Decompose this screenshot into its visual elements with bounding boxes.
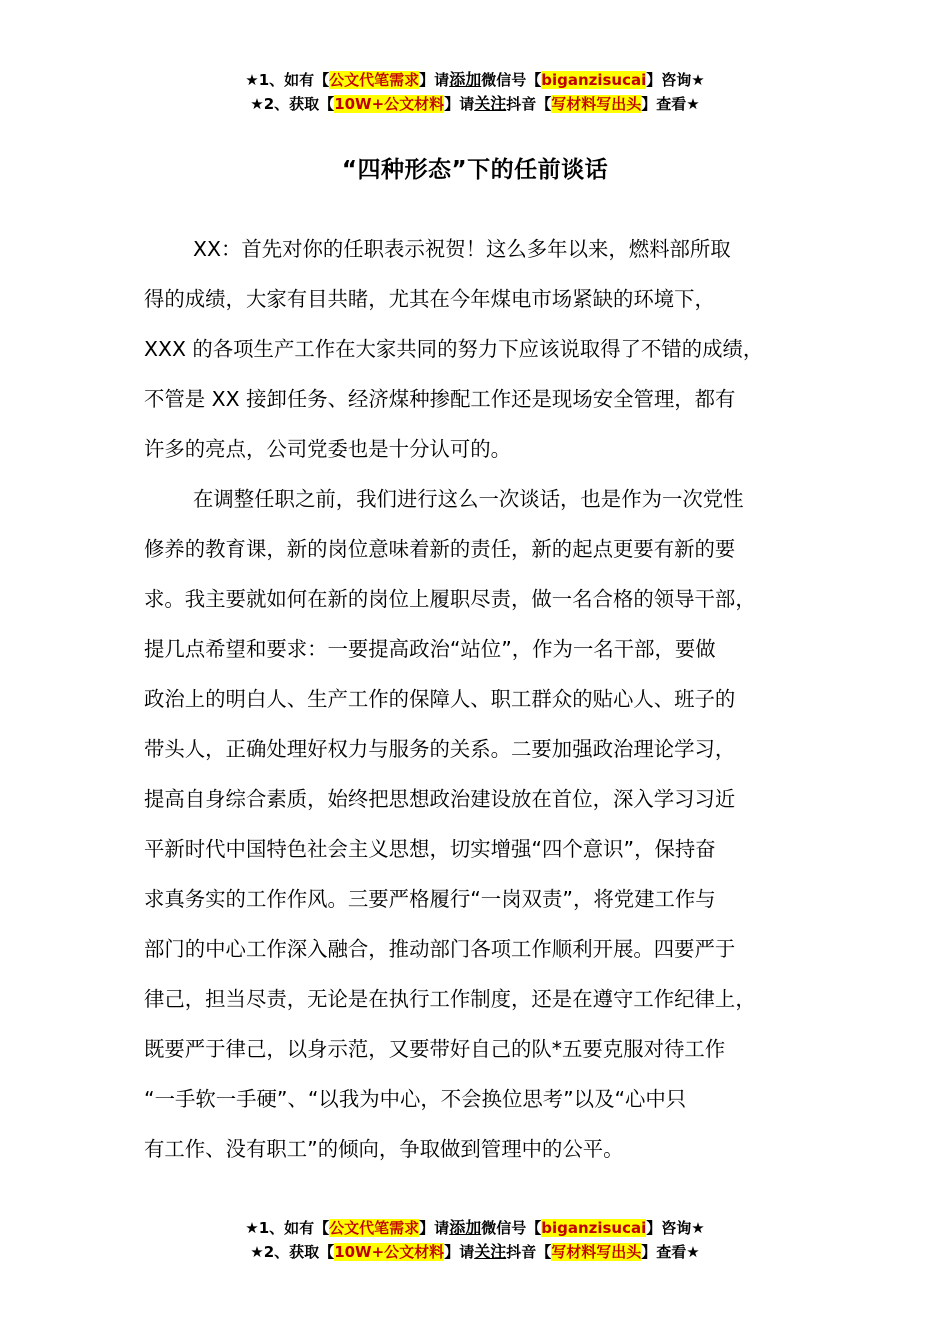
douyin-account-highlight: 写材料写出头 bbox=[551, 1243, 642, 1261]
promo-highlight: 10W+公文材料 bbox=[334, 95, 445, 113]
promo-text: 】请 bbox=[444, 95, 475, 113]
promo-text: 】请 bbox=[444, 1243, 475, 1261]
promo-text: 微信号【 bbox=[481, 71, 542, 89]
text-line: 提几点希望和要求：一要提高政治“站位”，作为一名干部，要做 bbox=[144, 637, 716, 661]
promo-highlight: 10W+公文材料 bbox=[334, 1243, 445, 1261]
text-line: 有工作、没有职工”的倾向，争取做到管理中的公平。 bbox=[144, 1137, 624, 1161]
text-line: 部门的中心工作深入融合，推动部门各项工作顺利开展。四要严于 bbox=[144, 937, 736, 961]
promo-text: 】咨询★ bbox=[646, 1219, 705, 1237]
paragraph-1 bbox=[144, 224, 816, 474]
promo-text: ★1、如有【 bbox=[245, 71, 330, 89]
promo-line-1 bbox=[0, 1216, 950, 1240]
text-line: “一手软一手硬”、“以我为中心，不会换位思考”以及“心中只 bbox=[144, 1087, 687, 1111]
promo-text: 】咨询★ bbox=[646, 71, 705, 89]
promo-underlined: 关注 bbox=[474, 94, 507, 113]
promo-text: 】查看★ bbox=[641, 95, 700, 113]
wechat-id-highlight: biganzisucai bbox=[541, 71, 647, 89]
promo-text: 抖音【 bbox=[506, 95, 552, 113]
text-line: 带头人，正确处理好权力与服务的关系。二要加强政治理论学习， bbox=[144, 737, 736, 761]
text-line: 律己，担当尽责，无论是在执行工作制度，还是在遵守工作纪律上， bbox=[144, 987, 756, 1011]
text-line: 政治上的明白人、生产工作的保障人、职工群众的贴心人、班子的 bbox=[144, 687, 736, 711]
text-line: 得的成绩，大家有目共睹，尤其在今年煤电市场紧缺的环境下， bbox=[144, 287, 715, 311]
promo-text: ★2、获取【 bbox=[250, 1243, 335, 1261]
promo-underlined: 关注 bbox=[474, 1242, 507, 1261]
text-line: 提高自身综合素质，始终把思想政治建设放在首位，深入学习习近 bbox=[144, 787, 736, 811]
wechat-id-highlight: biganzisucai bbox=[541, 1219, 647, 1237]
text-line: 求。我主要就如何在新的岗位上履职尽责，做一名合格的领导干部， bbox=[144, 587, 756, 611]
promo-line-2 bbox=[0, 92, 950, 116]
text-line: 修养的教育课，新的岗位意味着新的责任，新的起点更要有新的要 bbox=[144, 537, 736, 561]
text-line: 既要严于律己，以身示范，又要带好自己的队*五要克服对待工作 bbox=[144, 1037, 726, 1061]
promo-highlight: 公文代笔需求 bbox=[329, 71, 420, 89]
promo-highlight: 公文代笔需求 bbox=[329, 1219, 420, 1237]
document-title: “四种形态”下的任前谈话 bbox=[341, 157, 609, 183]
text-line: 许多的亮点，公司党委也是十分认可的。 bbox=[144, 437, 512, 461]
text-line: 求真务实的工作作风。三要严格履行“一岗双责”，将党建工作与 bbox=[144, 887, 716, 911]
promo-line-1 bbox=[0, 68, 950, 92]
text-line: XXX 的各项生产工作在大家共同的努力下应该说取得了不错的成绩， bbox=[144, 337, 764, 361]
promo-text: 微信号【 bbox=[481, 1219, 542, 1237]
text-line: 不管是 XX 接卸任务、经济煤种掺配工作还是现场安全管理，都有 bbox=[144, 387, 736, 411]
document-body bbox=[144, 224, 816, 1174]
text-line: XX：首先对你的任职表示祝贺！这么多年以来，燃料部所取 bbox=[193, 237, 731, 261]
promo-banner-bottom bbox=[0, 1216, 950, 1264]
promo-text: 】请 bbox=[419, 71, 450, 89]
douyin-account-highlight: 写材料写出头 bbox=[551, 95, 642, 113]
text-line: 在调整任职之前，我们进行这么一次谈话，也是作为一次党性 bbox=[193, 487, 744, 511]
promo-underlined: 添加 bbox=[449, 70, 482, 89]
promo-underlined: 添加 bbox=[449, 1218, 482, 1237]
promo-banner-top bbox=[0, 68, 950, 116]
promo-text: 】查看★ bbox=[641, 1243, 700, 1261]
promo-text: ★1、如有【 bbox=[245, 1219, 330, 1237]
promo-text: ★2、获取【 bbox=[250, 95, 335, 113]
text-line: 平新时代中国特色社会主义思想，切实增强“四个意识”，保持奋 bbox=[144, 837, 716, 861]
promo-text: 抖音【 bbox=[506, 1243, 552, 1261]
promo-text: 】请 bbox=[419, 1219, 450, 1237]
paragraph-2 bbox=[144, 474, 816, 1174]
promo-line-2 bbox=[0, 1240, 950, 1264]
